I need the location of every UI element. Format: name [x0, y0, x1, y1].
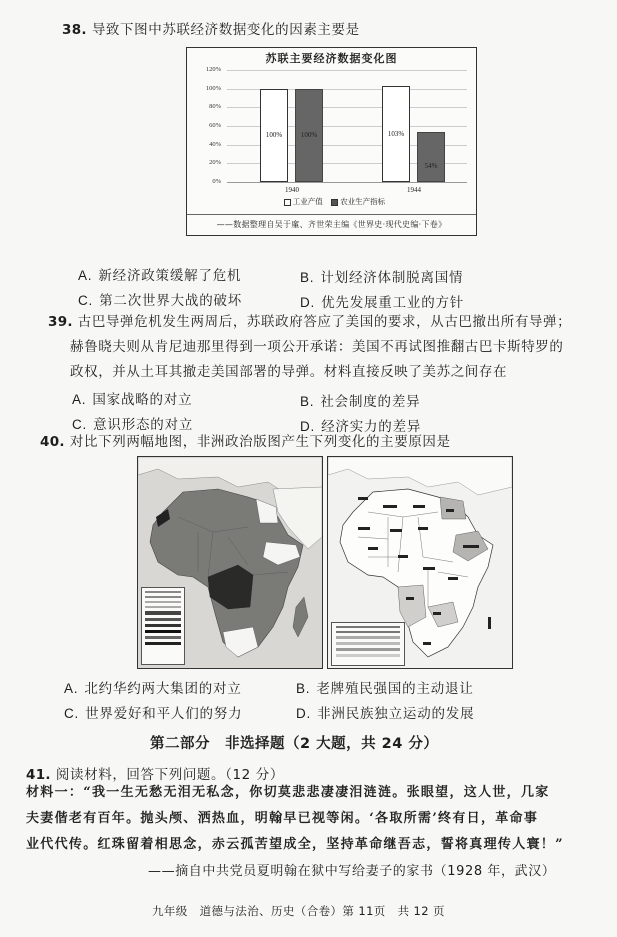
ussr-economy-chart: [186, 47, 477, 236]
question-stem: 阅读材料，回答下列问题。（12 分）: [55, 767, 284, 783]
question-number: 40.: [40, 434, 65, 450]
y-tick: 100%: [205, 84, 221, 92]
material-attribution: ——摘自中共党员夏明翰在狱中写给妻子的家书（1928 年，武汉）: [148, 864, 556, 879]
q40-option-c: C. 世界爱好和平人们的努力: [64, 706, 243, 722]
map-legend: [331, 622, 405, 666]
question-38: [62, 18, 360, 43]
question-40: [40, 430, 451, 455]
bar-agricultural-1944: 54%: [417, 132, 445, 182]
legend-swatch-agricultural: [331, 199, 338, 206]
bar-agricultural-1940: 100%: [295, 89, 323, 182]
y-tick: 40%: [209, 140, 221, 148]
legend-swatch-industrial: [284, 199, 291, 206]
independent-africa-map: [327, 456, 513, 669]
q38-option-a: A. 新经济政策缓解了危机: [78, 268, 242, 284]
colonial-africa-map: [137, 456, 323, 669]
x-axis: [227, 182, 467, 183]
q40-option-a: A. 北约华约两大集团的对立: [64, 681, 242, 697]
question-number: 39.: [48, 314, 73, 330]
chart-legend: 工业产值 农业生产指标: [187, 196, 476, 207]
question-number: 41.: [26, 767, 51, 783]
bar-industrial-1940: 100%: [260, 89, 288, 182]
x-tick: 1944: [407, 186, 421, 194]
q40-option-b: B. 老牌殖民强国的主动退让: [296, 681, 474, 697]
part-2-title: 第二部分 非选择题（2 大题，共 24 分）: [150, 736, 439, 752]
gridline: [227, 70, 467, 71]
y-tick: 80%: [209, 103, 221, 111]
bar-industrial-1944: 103%: [382, 86, 410, 182]
question-stem: 对比下列两幅地图，非洲政治版图产生下列变化的主要原因是: [69, 434, 451, 450]
q39-option-b: B. 社会制度的差异: [300, 394, 421, 410]
q38-option-c: C. 第二次世界大战的破坏: [78, 293, 243, 309]
chart-title: 苏联主要经济数据变化图: [265, 52, 398, 65]
question-39: 39. 古巴导弹危机发生两周后，苏联政府答应了美国的要求，从古巴撤出所有导弹； 赫鲁晓夫则从肯尼迪那里得到一项公开承诺：美国不再试图推翻古巴卡斯特罗的 政权，并从土耳其撤走美国部署的导弹。材料直接反映了美苏之间存在: [48, 314, 572, 380]
y-tick: 60%: [209, 122, 221, 129]
chart-plot-area: [205, 66, 467, 194]
question-number: 38.: [62, 22, 87, 38]
q39-option-a: A. 国家战略的对立: [72, 392, 193, 408]
y-tick: 20%: [209, 159, 221, 167]
map-legend: [141, 587, 185, 665]
page-footer: 九年级 道德与法治、历史（合卷）第 11页 共 12 页: [152, 904, 445, 918]
material-label: 材料一：: [26, 785, 84, 800]
x-tick: 1940: [285, 186, 299, 194]
chart-source: ——数据整理自吴于廑、齐世荣主编《世界史·现代史编·下卷》: [187, 214, 476, 235]
y-tick: 120%: [205, 66, 221, 73]
q38-option-d: D. 优先发展重工业的方针: [300, 295, 465, 311]
q38-option-b: B. 计划经济体制脱离国情: [300, 270, 464, 286]
question-stem: 导致下图中苏联经济数据变化的因素主要是: [91, 22, 360, 38]
q39-option-d: D. 经济实力的差异: [300, 419, 422, 435]
y-tick: 0%: [212, 178, 221, 185]
q40-option-d: D. 非洲民族独立运动的发展: [296, 706, 475, 722]
material-one: 材料一：“我一生无愁无泪无私念，你切莫悲悲凄凄泪涟涟。张眼望，这人世，几家 夫妻偕老有百年。抛头颅、洒热血，明翰早已视等闲。‘各取所需’终有日，革命事 业代代传。红珠留着相思念，赤云孤苦望成全，坚持革命继吾志，誓将真理传人寰！”: [26, 785, 564, 852]
q39-option-c: C. 意识形态的对立: [72, 417, 194, 433]
